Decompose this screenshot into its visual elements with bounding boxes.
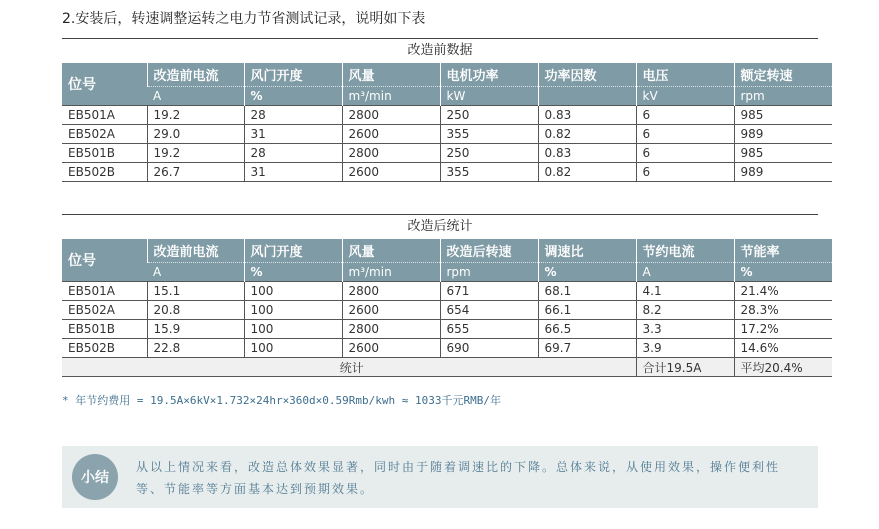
table-cell: 690 [440, 339, 538, 358]
table-cell: 100 [244, 301, 342, 320]
table-cell: 0.83 [538, 144, 636, 163]
table-row [62, 106, 832, 125]
unit-header: m³/min [342, 87, 440, 106]
table-cell: 29.0 [147, 125, 244, 144]
position-cell: EB501B [62, 144, 147, 163]
column-header: 电机功率 [440, 63, 538, 87]
table-cell: 100 [244, 282, 342, 301]
table-cell: 0.82 [538, 163, 636, 182]
table-row [62, 163, 832, 182]
table-cell: 2800 [342, 144, 440, 163]
table-cell: 655 [440, 320, 538, 339]
table-row [62, 320, 832, 339]
table-cell: 68.1 [538, 282, 636, 301]
table-cell: 22.8 [147, 339, 244, 358]
unit-header: A [147, 87, 244, 106]
position-cell: EB502B [62, 339, 147, 358]
position-header: 位号 [62, 239, 147, 282]
table-row [62, 125, 832, 144]
table-cell: 355 [440, 163, 538, 182]
table-cell: 2800 [342, 106, 440, 125]
summary-badge: 小结 [72, 454, 118, 500]
table-cell: 20.8 [147, 301, 244, 320]
table-cell: 6 [636, 106, 734, 125]
table-row [62, 301, 832, 320]
table-cell: 3.3 [636, 320, 734, 339]
table-cell: 15.1 [147, 282, 244, 301]
table-cell: 21.4% [734, 282, 832, 301]
total-row [62, 358, 832, 377]
table-cell: 654 [440, 301, 538, 320]
table-row [62, 282, 832, 301]
position-cell: EB501B [62, 320, 147, 339]
table-cell: 250 [440, 106, 538, 125]
column-header: 节能率 [734, 239, 832, 263]
table-cell: 3.9 [636, 339, 734, 358]
table-cell: 31 [244, 163, 342, 182]
after-stats-table-section [62, 214, 818, 377]
column-header: 节约电流 [636, 239, 734, 263]
table-cell: 66.1 [538, 301, 636, 320]
column-header: 风量 [342, 63, 440, 87]
column-header: 风量 [342, 239, 440, 263]
table-cell: 31 [244, 125, 342, 144]
after-table-title: 改造后统计 [62, 214, 818, 239]
table-cell: 2800 [342, 320, 440, 339]
table-row [62, 144, 832, 163]
table-cell: 69.7 [538, 339, 636, 358]
column-header: 风门开度 [244, 239, 342, 263]
table-cell: 19.2 [147, 144, 244, 163]
table-cell: 985 [734, 106, 832, 125]
unit-header: rpm [734, 87, 832, 106]
after-stats-table [62, 239, 832, 377]
table-cell: 6 [636, 125, 734, 144]
column-header: 功率因数 [538, 63, 636, 87]
table-cell: 66.5 [538, 320, 636, 339]
column-header: 额定转速 [734, 63, 832, 87]
position-cell: EB502A [62, 125, 147, 144]
table-cell: 2600 [342, 163, 440, 182]
summary-text: 从以上情况来看，改造总体效果显著，同时由于随着调速比的下降。总体来说，从使用效果，操作便利性等、节能率等方面基本达到预期效果。 [136, 460, 781, 496]
table-cell: 100 [244, 320, 342, 339]
table-cell: 355 [440, 125, 538, 144]
unit-header: A [636, 263, 734, 282]
before-data-table-section [62, 38, 818, 182]
table-cell: 2800 [342, 282, 440, 301]
unit-header [538, 87, 636, 106]
table-row [62, 339, 832, 358]
unit-header: % [538, 263, 636, 282]
table-cell: 6 [636, 144, 734, 163]
table-cell: 0.83 [538, 106, 636, 125]
unit-header: m³/min [342, 263, 440, 282]
table-cell: 989 [734, 163, 832, 182]
table-cell: 28.3% [734, 301, 832, 320]
table-cell: 2600 [342, 339, 440, 358]
table-cell: 15.9 [147, 320, 244, 339]
column-header: 改造后转速 [440, 239, 538, 263]
table-cell: 0.82 [538, 125, 636, 144]
table-cell: 2600 [342, 301, 440, 320]
before-data-table [62, 63, 832, 182]
unit-header: kW [440, 87, 538, 106]
page-heading: 2.安装后，转速调整运转之电力节省测试记录，说明如下表 [62, 11, 426, 27]
position-cell: EB502B [62, 163, 147, 182]
unit-header: % [244, 87, 342, 106]
table-cell: 19.2 [147, 106, 244, 125]
unit-header: rpm [440, 263, 538, 282]
table-cell: 989 [734, 125, 832, 144]
table-cell: 14.6% [734, 339, 832, 358]
table-cell: 26.7 [147, 163, 244, 182]
position-cell: EB502A [62, 301, 147, 320]
table-cell: 2600 [342, 125, 440, 144]
total-rate-cell: 平均20.4% [734, 358, 832, 377]
column-header: 改造前电流 [147, 63, 244, 87]
position-cell: EB501A [62, 282, 147, 301]
table-cell: 17.2% [734, 320, 832, 339]
unit-header: A [147, 263, 244, 282]
table-cell: 985 [734, 144, 832, 163]
table-cell: 28 [244, 106, 342, 125]
table-cell: 671 [440, 282, 538, 301]
table-cell: 28 [244, 144, 342, 163]
unit-header: kV [636, 87, 734, 106]
column-header: 改造前电流 [147, 239, 244, 263]
column-header: 风门开度 [244, 63, 342, 87]
unit-header: % [244, 263, 342, 282]
table-cell: 4.1 [636, 282, 734, 301]
table-cell: 100 [244, 339, 342, 358]
annual-saving-formula: * 年节约费用 = 19.5A×6kV×1.732×24hr×360d×0.59Rmb/kwh ≈ 1033千元RMB/年 [62, 394, 501, 407]
summary-box [62, 446, 818, 508]
table-cell: 6 [636, 163, 734, 182]
before-table-title: 改造前数据 [62, 38, 818, 63]
total-saving-cell: 合计19.5A [636, 358, 734, 377]
position-header: 位号 [62, 63, 147, 106]
position-cell: EB501A [62, 106, 147, 125]
table-cell: 8.2 [636, 301, 734, 320]
column-header: 调速比 [538, 239, 636, 263]
column-header: 电压 [636, 63, 734, 87]
total-label: 统计 [62, 358, 636, 377]
table-cell: 250 [440, 144, 538, 163]
unit-header: % [734, 263, 832, 282]
